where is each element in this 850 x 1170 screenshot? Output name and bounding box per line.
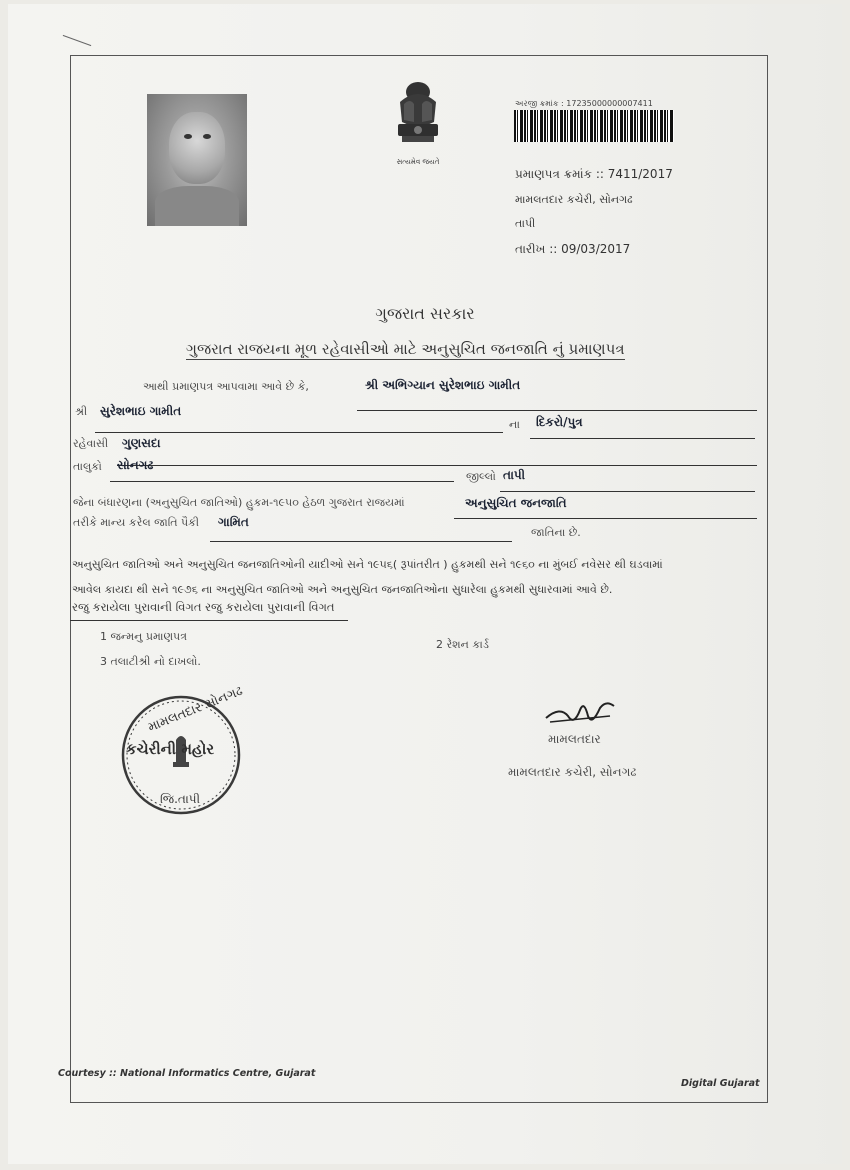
issuing-office: મામલતદાર કચેરી, સોનગઢ bbox=[515, 193, 633, 206]
legal-line-1: અનુસુચિત જાતિઓ અને અનુસુચિત જનજાતિઓની યાદીઓ સને ૧૯૫૬( રૂપાંતરીત ) હુકમથી સને ૧૯૬૦ ના મુંબઈ નવેસર થી ઘડવામાં bbox=[72, 558, 663, 571]
certificate-title: ગુજરાત રાજયના મૂળ રહેવાસીઓ માટે અનુસુચિત જનજાતિ નું પ્રમાણપત્ર bbox=[186, 340, 625, 358]
applicant-photo bbox=[147, 94, 247, 226]
category: અનુસુચિત જનજાતિ bbox=[465, 496, 567, 510]
shri-label: શ્રી bbox=[75, 405, 88, 418]
mamlatdar-signature bbox=[540, 696, 620, 732]
courtesy-footer: Courtesy :: National Informatics Centre, Gujarat bbox=[58, 1068, 316, 1079]
underline bbox=[500, 491, 755, 492]
underline bbox=[454, 518, 757, 519]
relation: દિકરો/પુત્ર bbox=[536, 415, 583, 429]
village: ગુણસદા bbox=[122, 436, 161, 450]
evidence-underline bbox=[70, 620, 348, 621]
underline bbox=[110, 481, 454, 482]
legal-line-2: આવેલ કાયદા થી સને ૧૯૭૬ ના અનુસુચિત જાતિઓ અને અનુસુચિત જનજાતિઓના સુધારેલા હુકમથી સુધારવામાં આવે છે. bbox=[72, 583, 613, 596]
caste-suffix: જાતિના છે. bbox=[531, 526, 581, 539]
taluka: સોનગઢ bbox=[117, 458, 154, 472]
taluka-label: તાલુકો bbox=[73, 460, 102, 473]
seal-middle-text: કચેરીની મહોર bbox=[126, 740, 215, 758]
underline bbox=[95, 432, 503, 433]
caste: ગામિત bbox=[218, 515, 249, 529]
na-label: ના bbox=[509, 418, 520, 431]
legal-paragraph bbox=[72, 552, 752, 602]
recognized-label: તરીકે માન્ય કરેલ જાતિ પૈકી bbox=[73, 516, 200, 529]
applicant-name: શ્રી અભિગ્યાન સુરેશભાઇ ગામીત bbox=[365, 378, 521, 392]
seal-bottom-text: જિ.તાપી bbox=[160, 792, 200, 806]
underline bbox=[210, 541, 512, 542]
evidence-heading: રજુ કરાયેલા પુરાવાની વિગત રજુ કરાયેલા પુરાવાની વિગત bbox=[72, 600, 335, 614]
evidence-item: 3 તલાટીશ્રી નો દાખલો. bbox=[100, 655, 201, 668]
certificate-number: પ્રમાણપત્ર ક્રમાંક :: 7411/2017 bbox=[515, 167, 673, 181]
signatory-office: મામલતદાર કચેરી, સોનગઢ bbox=[508, 765, 637, 779]
barcode bbox=[514, 110, 674, 142]
issuing-district: તાપી bbox=[515, 217, 536, 230]
underline bbox=[357, 410, 757, 411]
registration-number: અરજી ક્રમાંક : 17235000000007411 bbox=[515, 99, 653, 108]
government-title: ગુજરાત સરકાર bbox=[375, 304, 475, 323]
seal-top-text: મામલતદાર સોનગઢ bbox=[145, 683, 245, 736]
father-name: સુરેશભાઇ ગામીત bbox=[100, 404, 182, 418]
signatory-designation: મામલતદાર bbox=[548, 732, 601, 746]
resident-label: રહેવાસી bbox=[73, 437, 109, 450]
issue-date: તારીખ :: 09/03/2017 bbox=[515, 242, 631, 256]
underline bbox=[530, 438, 755, 439]
national-emblem-icon bbox=[386, 78, 450, 168]
underline bbox=[117, 465, 757, 466]
constitution-label: જેના બંધારણના (અનુસુચિત જાતિઓ) હુકમ-૧૯૫૦ હેઠળ ગુજરાત રાજયમાં bbox=[73, 496, 405, 509]
digital-gujarat-footer: Digital Gujarat bbox=[681, 1078, 760, 1089]
evidence-item: 1 જન્મનુ પ્રમાણપત્ર bbox=[100, 630, 187, 643]
evidence-item: 2 રેશન કાર્ડ bbox=[436, 638, 489, 651]
district-label: જીલ્લો bbox=[466, 470, 496, 483]
intro-label: આથી પ્રમાણપત્ર આપવામા આવે છે કે, bbox=[143, 380, 309, 393]
emblem-caption: સત્યમેવ જયતે bbox=[396, 158, 440, 166]
district: તાપી bbox=[503, 468, 526, 482]
